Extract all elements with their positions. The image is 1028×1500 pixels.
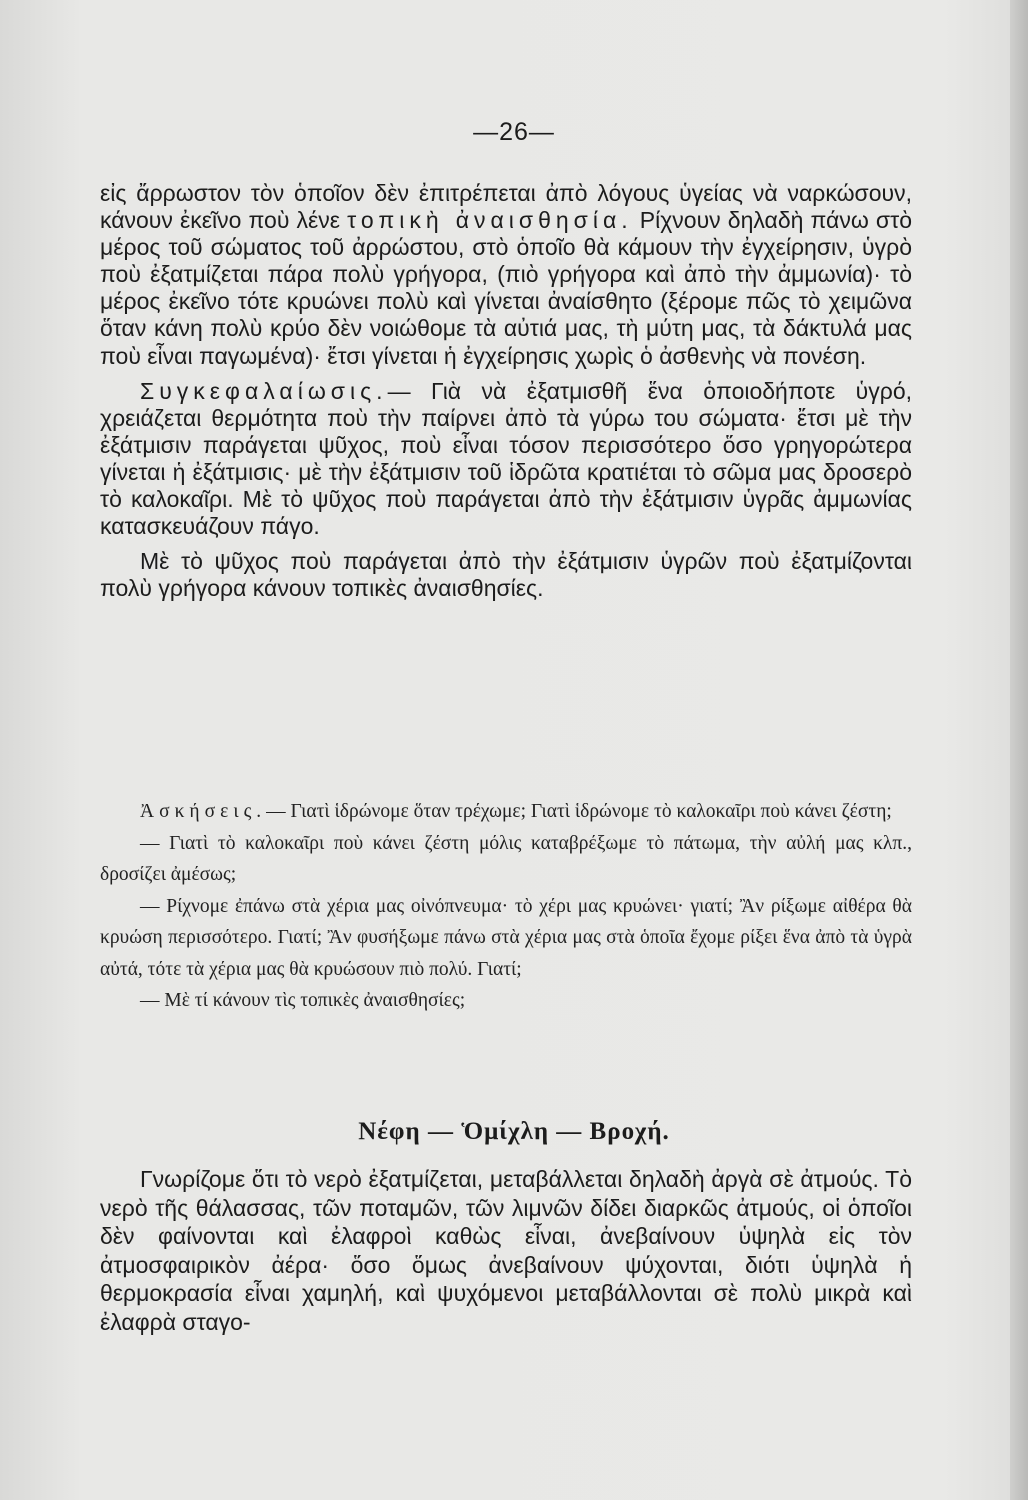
paragraph-local-anesthesia [100,180,912,370]
emphasis-term: τοπικὴ ἀναισθησία. [347,207,633,234]
paragraph-summary [100,378,912,541]
section-paragraph: Γνωρίζομε ὅτι τὸ νερὸ ἐξατμίζεται, μεταβάλλεται δηλαδὴ ἀργὰ σὲ ἀτμούς. Τὸ νερὸ τῆς θάλασσας, τῶν ποταμῶν, τῶν λιμνῶν δίδει διαρκῶς ἀτμούς, οἱ ὁποῖοι δὲν φαίνονται καὶ ἐλαφροὶ καθὼς εἶναι, ἀνεβαίνουν ὑψηλὰ εἰς τὸν ἀτμοσφαιρικὸν ἀέρα· ὅσο ὅμως ἀνεβαίνουν ψύχονται, διότι ὑψηλὰ ἡ θερμοκρασία εἶναι χαμηλή, καὶ ψυχόμενοι μεταβάλλονται σὲ πολὺ μικρὰ καὶ ἐλαφρὰ σταγο- [100,1166,912,1335]
exercise-item: — Γιατὶ τὸ καλοκαῖρι ποὺ κάνει ζέστη μόλις καταβρέξωμε τὸ πάτωμα, τὴν αὐλή μας κλπ., δροσίζει ἀμέσως; [100,832,912,885]
exercises-heading: Ἀσκήσεις. [140,801,267,822]
main-text [100,180,912,602]
paragraph-lead: εἰς ἄρρωστον τὸν ὁποῖον δὲν ἐπιτρέπεται ἀπὸ λόγους ὑγείας νὰ ναρκώσουν, κάνουν ἐκεῖνο ποὺ λένε [100,180,912,234]
section-title: Νέφη — Ὁμίχλη — Βροχή. [358,1118,670,1145]
summary-heading: Συγκεφαλαίωσις. [140,377,388,404]
exercises-block [100,796,912,1017]
page-spine-shadow [1010,0,1028,1500]
paragraph-rest: Ρίχνουν δηλαδὴ πάνω στὸ μέρος τοῦ σώματος τοῦ ἀρρώστου, στὸ ὁποῖο θὰ κάμουν τὴν ἐγχείρησιν, ὑγρὸ ποὺ ἐξατμίζεται πάρα πολὺ γρήγορα, (πιὸ γρήγορα καὶ ἀπὸ τὴν ἀμμωνία)· τὸ μέρος ἐκεῖνο τότε κρυώνει πολὺ καὶ γίνεται ἀναίσθητο (ξέρομε πῶς τὸ χειμῶνα ὅταν κάνη πολὺ κρύο δὲν νοιώθομε τὰ αὐτιά μας, τὴ μύτη μας, τὰ δάκτυλά μας ποὺ εἶναι παγωμένα)· ἔτσι γίνεται ἡ ἐγχείρησις χωρὶς ὁ ἀσθενὴς νὰ πονέση. [100,207,912,369]
paragraph-conclusion: Μὲ τὸ ψῦχος ποὺ παράγεται ἀπὸ τὴν ἐξάτμισιν ὑγρῶν ποὺ ἐξατμίζονται πολὺ γρήγορα κάνουν τοπικὲς ἀναισθησίες. [100,548,912,602]
page-number: —26— [473,118,555,146]
exercise-item: — Μὲ τί κάνουν τὶς τοπικὲς ἀναισθησίες; [140,990,466,1011]
summary-text: — Γιὰ νὰ ἐξατμισθῆ ἕνα ὁποιοδήποτε ὑγρό, χρειάζεται θερμότητα ποὺ τὴν παίρνει ἀπὸ τὰ γύρω του σώματα· ἔτσι μὲ τὴν ἐξάτμισιν παράγεται ψῦχος, ποὺ εἶναι τόσον περισσότερο ὅσο γρηγορώτερα γίνεται ἡ ἐξάτμισις· μὲ τὴν ἐξάτμισιν τοῦ ἱδρῶτα κρατιέται τὸ σῶμα μας δροσερὸ τὸ καλοκαῖρι. Μὲ τὸ ψῦχος ποὺ παράγεται ἀπὸ τὴν ἐξάτμισιν ὑγρᾶς ἀμμωνίας κατασκευάζουν πάγο. [100,377,912,540]
exercise-item [100,796,912,828]
exercise-text: — Γιατὶ ἱδρώνομε ὅταν τρέχωμε; Γιατὶ ἱδρώνομε τὸ καλοκαῖρι ποὺ κάνει ζέστη; [266,801,892,822]
exercise-item: — Ρίχνομε ἐπάνω στὰ χέρια μας οἰνόπνευμα· τὸ χέρι μας κρυώνει· γιατί; Ἂν ρίξωμε αἰθέρα θὰ κρυώση περισσότερο. Γιατί; Ἂν φυσήξωμε πάνω στὰ χέρια μας στὰ ὁποῖα ἔχομε ρίξει ἕνα ἀπὸ τὰ ὑγρὰ αὐτά, τότε τὰ χέρια μας θὰ κρυώσουν πιὸ πολύ. Γιατί; [100,895,912,980]
section-body [100,1165,912,1336]
